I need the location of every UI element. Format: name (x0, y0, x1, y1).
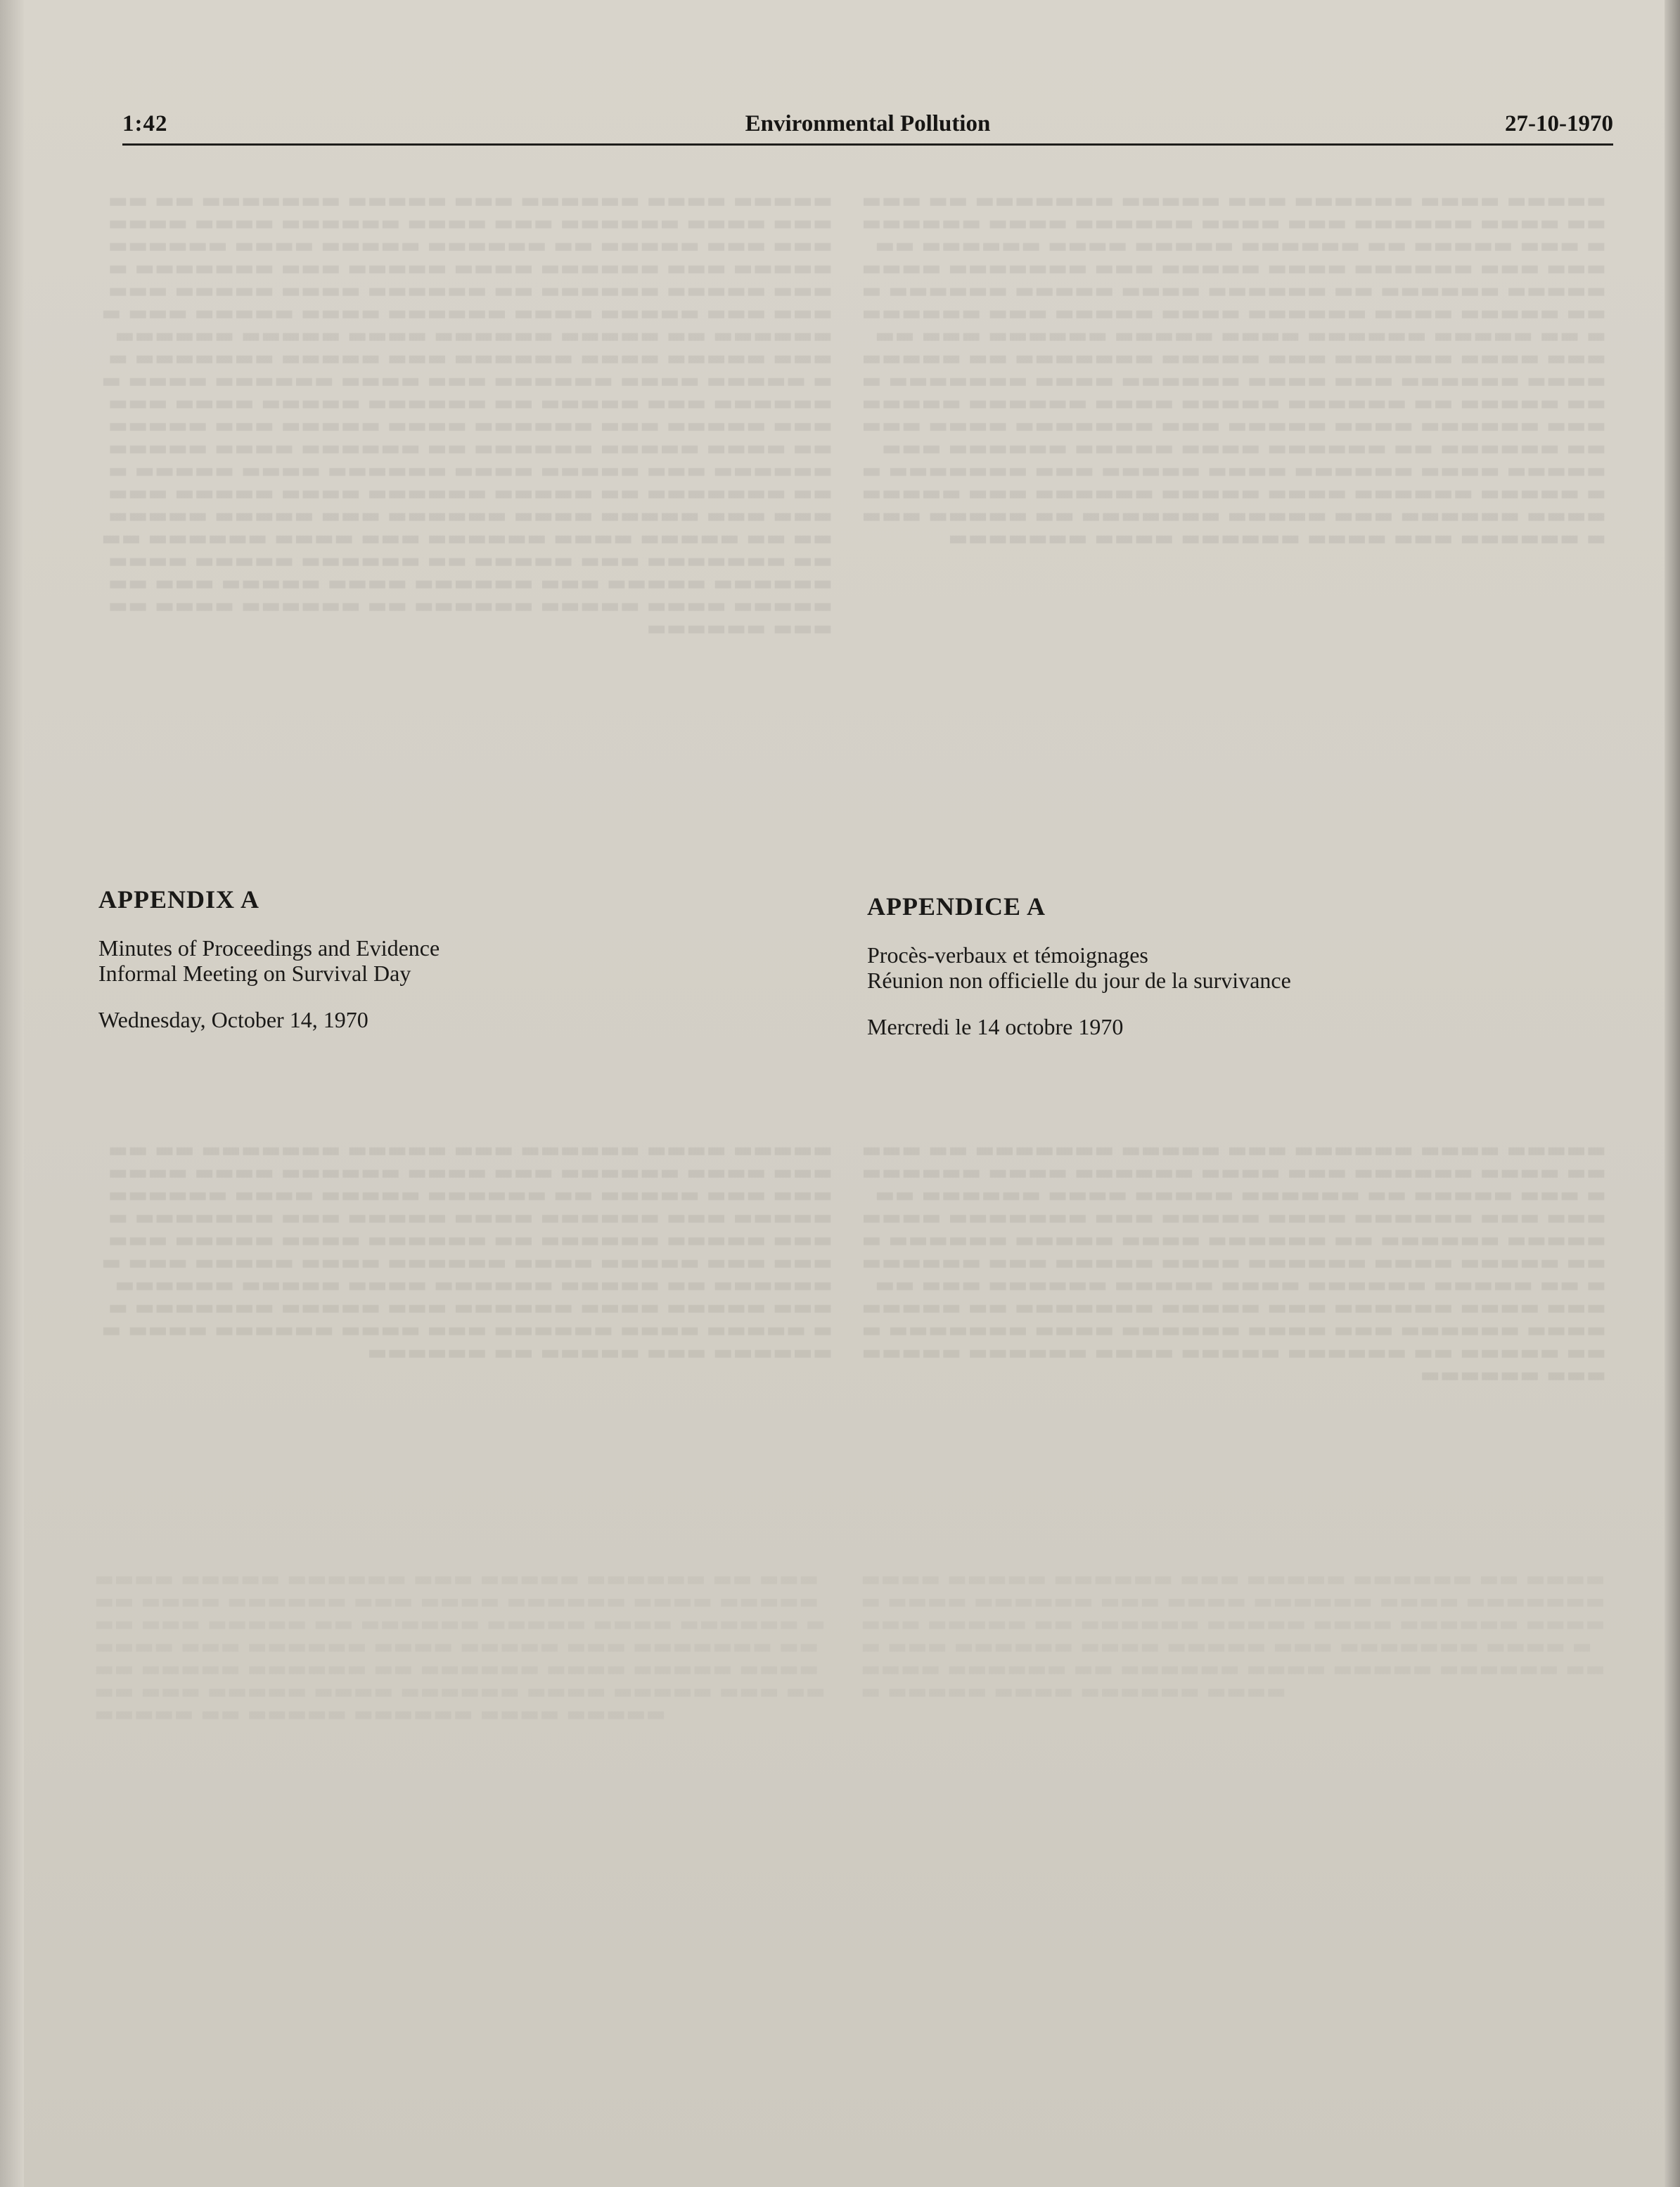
appendix-french-block (867, 885, 1591, 1039)
appendix-heading-en: APPENDIX A (98, 885, 260, 913)
issue-date: 27-10-1970 (1505, 111, 1613, 136)
appendix-date-en: Wednesday, October 14, 1970 (98, 1007, 368, 1032)
appendix-subtitle-fr-1: Procès-verbaux et témoignages (867, 942, 1148, 968)
running-header (122, 107, 1613, 146)
bleed-through-texture-right: ▬▬▬▬▬ ▬▬▬▬ ▬▬▬▬▬▬ ▬▬▬ ▬▬▬▬▬ ▬▬▬▬▬▬▬ ▬▬ ▬▬▬▬▬ ▬▬▬▬ ▬▬▬▬▬▬ ▬▬▬ ▬▬▬▬ ▬▬▬▬▬▬ ▬▬▬▬ ▬▬▬▬▬▬▬ ▬▬▬ ▬▬▬▬▬ ▬▬ ▬▬▬▬▬▬ ▬▬▬▬▬ ▬▬▬▬ ▬▬▬▬▬▬ ▬▬▬▬▬ ▬▬▬ ▬▬▬▬▬▬ ▬▬▬▬ ▬▬▬▬▬ ▬▬▬ ▬▬▬▬▬▬▬ ▬▬▬▬ ▬▬▬▬▬ ▬▬▬▬▬▬ ▬▬ ▬▬▬▬▬▬ ▬▬▬▬ ▬▬▬▬▬ ▬▬▬▬▬▬ ▬▬▬ ▬▬▬▬▬ ▬▬▬▬ ▬▬▬▬▬▬ ▬▬▬▬ ▬▬▬▬▬ ▬▬▬ ▬▬▬▬▬▬▬ ▬▬ ▬▬▬▬▬ ▬▬▬▬▬▬ ▬▬▬▬ ▬▬▬▬▬ ▬▬▬▬▬▬ ▬▬▬ ▬▬▬▬▬ ▬▬▬▬ ▬▬▬▬▬▬ ▬▬▬ ▬▬▬▬▬ ▬▬▬▬▬▬▬ ▬▬ ▬▬▬▬▬ ▬▬▬▬ ▬▬▬▬▬▬ ▬▬▬ ▬▬▬▬ ▬▬▬▬▬▬ ▬▬▬▬ ▬▬▬▬▬▬▬ ▬▬▬ ▬▬▬▬▬ ▬▬ ▬▬▬▬▬▬ ▬▬▬▬▬ ▬▬▬▬ ▬▬▬▬▬▬ ▬▬▬▬▬ ▬▬▬ ▬▬▬▬▬▬ ▬▬▬▬ ▬▬▬▬▬ ▬▬▬ ▬▬▬▬▬▬▬ ▬▬▬▬ ▬▬▬▬▬ ▬▬▬▬▬▬ ▬▬ ▬▬▬▬▬▬ ▬▬▬▬ ▬▬▬▬▬ ▬▬▬▬▬▬ ▬▬▬ ▬▬▬▬▬ ▬▬▬▬ ▬▬▬▬▬▬ ▬▬▬▬ ▬▬▬▬▬ ▬▬▬ ▬▬▬▬▬▬▬ ▬▬ ▬▬▬▬▬ ▬▬▬▬▬▬ ▬▬▬▬ ▬▬▬▬▬ ▬▬▬▬▬▬ ▬▬▬ ▬▬▬▬▬ ▬▬▬▬ ▬▬▬▬▬▬ ▬▬▬ ▬▬▬▬▬ ▬▬▬▬▬▬▬ ▬▬ ▬▬▬▬▬ ▬▬▬▬ ▬▬▬▬▬▬ ▬▬▬ ▬▬▬▬ ▬▬▬▬▬▬ ▬▬▬▬ ▬▬▬▬▬▬▬ (854, 188, 1606, 551)
bleed-through-texture-bottom-right: ▬▬▬▬ ▬▬▬▬▬ ▬▬▬▬▬▬ ▬▬▬ ▬▬▬▬▬ ▬▬▬▬▬▬ ▬▬ ▬▬▬▬▬ ▬▬▬▬ ▬▬▬▬▬▬ ▬▬▬ ▬▬▬▬ ▬▬▬▬▬▬ ▬▬▬▬ ▬▬▬▬▬▬▬ ▬▬▬ ▬▬▬▬▬ ▬▬ ▬▬▬▬▬▬ ▬▬▬▬▬ ▬▬▬▬ ▬▬▬▬▬▬ ▬▬▬▬▬ ▬▬▬ ▬▬▬▬▬▬ ▬▬▬▬ ▬▬▬▬▬ ▬▬▬ ▬▬▬▬▬▬▬ ▬▬▬▬ ▬▬▬▬▬ ▬▬▬▬▬▬ ▬▬ ▬▬▬▬▬▬ ▬▬▬▬ ▬▬▬▬▬ ▬▬▬▬▬▬ ▬▬▬ ▬▬▬▬▬ ▬▬▬▬ ▬▬▬▬▬▬ ▬▬▬▬ (861, 1567, 1612, 1704)
page-number: 1:42 (122, 111, 168, 136)
appendix-subtitle-en-2: Informal Meeting on Survival Day (98, 961, 411, 986)
appendix-date-fr: Mercredi le 14 octobre 1970 (867, 1014, 1124, 1039)
appendix-subtitle-en-1: Minutes of Proceedings and Evidence (98, 935, 440, 961)
page-edge-right (1665, 0, 1680, 2187)
appendix-heading-fr: APPENDICE A (867, 892, 1046, 921)
bleed-through-texture-right-lower: ▬▬▬▬▬ ▬▬▬▬ ▬▬▬▬▬▬ ▬▬▬ ▬▬▬▬▬ ▬▬▬▬▬▬▬ ▬▬ ▬▬▬▬▬ ▬▬▬▬ ▬▬▬▬▬▬ ▬▬▬ ▬▬▬▬ ▬▬▬▬▬▬ ▬▬▬▬ ▬▬▬▬▬▬▬ ▬▬▬ ▬▬▬▬▬ ▬▬ ▬▬▬▬▬▬ ▬▬▬▬▬ ▬▬▬▬ ▬▬▬▬▬▬ ▬▬▬▬▬ ▬▬▬ ▬▬▬▬▬▬ ▬▬▬▬ ▬▬▬▬▬ ▬▬▬ ▬▬▬▬▬▬▬ ▬▬▬▬ ▬▬▬▬▬ ▬▬▬▬▬▬ ▬▬ ▬▬▬▬▬▬ ▬▬▬▬ ▬▬▬▬▬ ▬▬▬▬▬▬ ▬▬▬ ▬▬▬▬▬ ▬▬▬▬ ▬▬▬▬▬▬ ▬▬▬▬ ▬▬▬▬▬ ▬▬▬ ▬▬▬▬▬▬▬ ▬▬ ▬▬▬▬▬ ▬▬▬▬▬▬ ▬▬▬▬ ▬▬▬▬▬ ▬▬▬▬▬▬ ▬▬▬ ▬▬▬▬▬ ▬▬▬▬ ▬▬▬▬▬▬ ▬▬▬ ▬▬▬▬▬ ▬▬▬▬▬▬▬ ▬▬ ▬▬▬▬▬ ▬▬▬▬ ▬▬▬▬▬▬ ▬▬▬ ▬▬▬▬ ▬▬▬▬▬▬ ▬▬▬▬ ▬▬▬▬▬▬▬ ▬▬▬ ▬▬▬▬▬ ▬▬ ▬▬▬▬▬▬ ▬▬▬▬▬ ▬▬▬▬ ▬▬▬▬▬▬ ▬▬▬▬▬ ▬▬▬ ▬▬▬▬▬▬ (854, 1138, 1606, 1387)
appendix-english-block (98, 885, 809, 1032)
bleed-through-texture-left-lower: ▬▬▬▬▬ ▬▬▬▬ ▬▬▬▬▬▬ ▬▬▬ ▬▬▬▬▬ ▬▬▬▬▬▬▬ ▬▬ ▬▬▬▬▬ ▬▬▬▬ ▬▬▬▬▬▬ ▬▬▬ ▬▬▬▬ ▬▬▬▬▬▬ ▬▬▬▬ ▬▬▬▬▬▬▬ ▬▬▬ ▬▬▬▬▬ ▬▬ ▬▬▬▬▬▬ ▬▬▬▬▬ ▬▬▬▬ ▬▬▬▬▬▬ ▬▬▬▬▬ ▬▬▬ ▬▬▬▬▬▬ ▬▬▬▬ ▬▬▬▬▬ ▬▬▬ ▬▬▬▬▬▬▬ ▬▬▬▬ ▬▬▬▬▬ ▬▬▬▬▬▬ ▬▬ ▬▬▬▬▬▬ ▬▬▬▬ ▬▬▬▬▬ ▬▬▬▬▬▬ ▬▬▬ ▬▬▬▬▬ ▬▬▬▬ ▬▬▬▬▬▬ ▬▬▬▬ ▬▬▬▬▬ ▬▬▬ ▬▬▬▬▬▬▬ ▬▬ ▬▬▬▬▬ ▬▬▬▬▬▬ ▬▬▬▬ ▬▬▬▬▬ ▬▬▬▬▬▬ ▬▬▬ ▬▬▬▬▬ ▬▬▬▬ ▬▬▬▬▬▬ ▬▬▬ ▬▬▬▬▬ ▬▬▬▬▬▬▬ ▬▬ ▬▬▬▬▬ ▬▬▬▬ ▬▬▬▬▬▬ ▬▬▬ ▬▬▬▬ ▬▬▬▬▬▬ ▬▬▬▬ ▬▬▬▬▬▬▬ ▬▬▬ ▬▬▬▬▬ ▬▬ ▬▬▬▬▬▬ (101, 1138, 833, 1365)
bleed-through-texture-left: ▬▬▬▬▬ ▬▬▬▬ ▬▬▬▬▬▬ ▬▬▬ ▬▬▬▬▬ ▬▬▬▬▬▬▬ ▬▬ ▬▬▬▬▬ ▬▬▬▬ ▬▬▬▬▬▬ ▬▬▬ ▬▬▬▬ ▬▬▬▬▬▬ ▬▬▬▬ ▬▬▬▬▬▬▬ ▬▬▬ ▬▬▬▬▬ ▬▬ ▬▬▬▬▬▬ ▬▬▬▬▬ ▬▬▬▬ ▬▬▬▬▬▬ ▬▬▬▬▬ ▬▬▬ ▬▬▬▬▬▬ ▬▬▬▬ ▬▬▬▬▬ ▬▬▬ ▬▬▬▬▬▬▬ ▬▬▬▬ ▬▬▬▬▬ ▬▬▬▬▬▬ ▬▬ ▬▬▬▬▬▬ ▬▬▬▬ ▬▬▬▬▬ ▬▬▬▬▬▬ ▬▬▬ ▬▬▬▬▬ ▬▬▬▬ ▬▬▬▬▬▬ ▬▬▬▬ ▬▬▬▬▬ ▬▬▬ ▬▬▬▬▬▬▬ ▬▬ ▬▬▬▬▬ ▬▬▬▬▬▬ ▬▬▬▬ ▬▬▬▬▬ ▬▬▬▬▬▬ ▬▬▬ ▬▬▬▬▬ ▬▬▬▬ ▬▬▬▬▬▬ ▬▬▬ ▬▬▬▬▬ ▬▬▬▬▬▬▬ ▬▬ ▬▬▬▬▬ ▬▬▬▬ ▬▬▬▬▬▬ ▬▬▬ ▬▬▬▬ ▬▬▬▬▬▬ ▬▬▬▬ ▬▬▬▬▬▬▬ ▬▬▬ ▬▬▬▬▬ ▬▬ ▬▬▬▬▬▬ ▬▬▬▬▬ ▬▬▬▬ ▬▬▬▬▬▬ ▬▬▬▬▬ ▬▬▬ ▬▬▬▬▬▬ ▬▬▬▬ ▬▬▬▬▬ ▬▬▬ ▬▬▬▬▬▬▬ ▬▬▬▬ ▬▬▬▬▬ ▬▬▬▬▬▬ ▬▬ ▬▬▬▬▬▬ ▬▬▬▬ ▬▬▬▬▬ ▬▬▬▬▬▬ ▬▬▬ ▬▬▬▬▬ ▬▬▬▬ ▬▬▬▬▬▬ ▬▬▬▬ ▬▬▬▬▬ ▬▬▬ ▬▬▬▬▬▬▬ ▬▬ ▬▬▬▬▬ ▬▬▬▬▬▬ ▬▬▬▬ ▬▬▬▬▬ ▬▬▬▬▬▬ ▬▬▬ ▬▬▬▬▬ ▬▬▬▬ ▬▬▬▬▬▬ ▬▬▬ ▬▬▬▬▬ ▬▬▬▬▬▬▬ ▬▬ ▬▬▬▬▬ ▬▬▬▬ ▬▬▬▬▬▬ ▬▬▬ ▬▬▬▬ ▬▬▬▬▬▬ ▬▬▬▬ ▬▬▬▬▬▬▬ ▬▬▬ ▬▬▬▬▬ ▬▬ ▬▬▬▬▬▬ ▬▬▬▬▬ ▬▬▬▬ ▬▬▬▬▬▬ ▬▬▬▬▬ ▬▬▬ ▬▬▬▬▬▬ ▬▬▬▬ ▬▬▬▬▬ ▬▬▬ ▬▬▬▬▬▬▬ ▬▬▬▬ ▬▬▬▬▬ ▬▬▬▬▬▬ ▬▬ ▬▬▬▬▬▬ ▬▬▬▬ ▬▬▬▬▬ ▬▬▬▬▬▬ (101, 188, 833, 641)
publication-title: Environmental Pollution (745, 111, 991, 136)
page-edge-left (0, 0, 24, 2187)
document-page (24, 0, 1665, 2187)
bleed-through-texture-bottom-left: ▬▬▬▬ ▬▬▬▬▬ ▬▬▬▬▬▬ ▬▬▬ ▬▬▬▬▬ ▬▬▬▬▬▬ ▬▬ ▬▬▬▬▬ ▬▬▬▬ ▬▬▬▬▬▬ ▬▬▬ ▬▬▬▬ ▬▬▬▬▬▬ ▬▬▬▬ ▬▬▬▬▬▬▬ ▬▬▬ ▬▬▬▬▬ ▬▬ ▬▬▬▬▬▬ ▬▬▬▬▬ ▬▬▬▬ ▬▬▬▬▬▬ ▬▬▬▬▬ ▬▬▬ ▬▬▬▬▬▬ ▬▬▬▬ ▬▬▬▬▬ ▬▬▬ ▬▬▬▬▬▬▬ ▬▬▬▬ ▬▬▬▬▬ ▬▬▬▬▬▬ ▬▬ ▬▬▬▬▬▬ ▬▬▬▬ ▬▬▬▬▬ ▬▬▬▬▬▬ ▬▬▬ ▬▬▬▬▬ ▬▬▬▬ ▬▬▬▬▬▬ ▬▬▬▬ ▬▬▬▬▬ ▬▬▬ ▬▬▬▬▬▬▬ ▬▬ ▬▬▬▬▬ ▬▬▬▬▬▬ ▬▬▬▬ ▬▬▬▬▬ (94, 1567, 826, 1726)
appendix-subtitle-fr-2: Réunion non officielle du jour de la survivance (867, 968, 1291, 993)
